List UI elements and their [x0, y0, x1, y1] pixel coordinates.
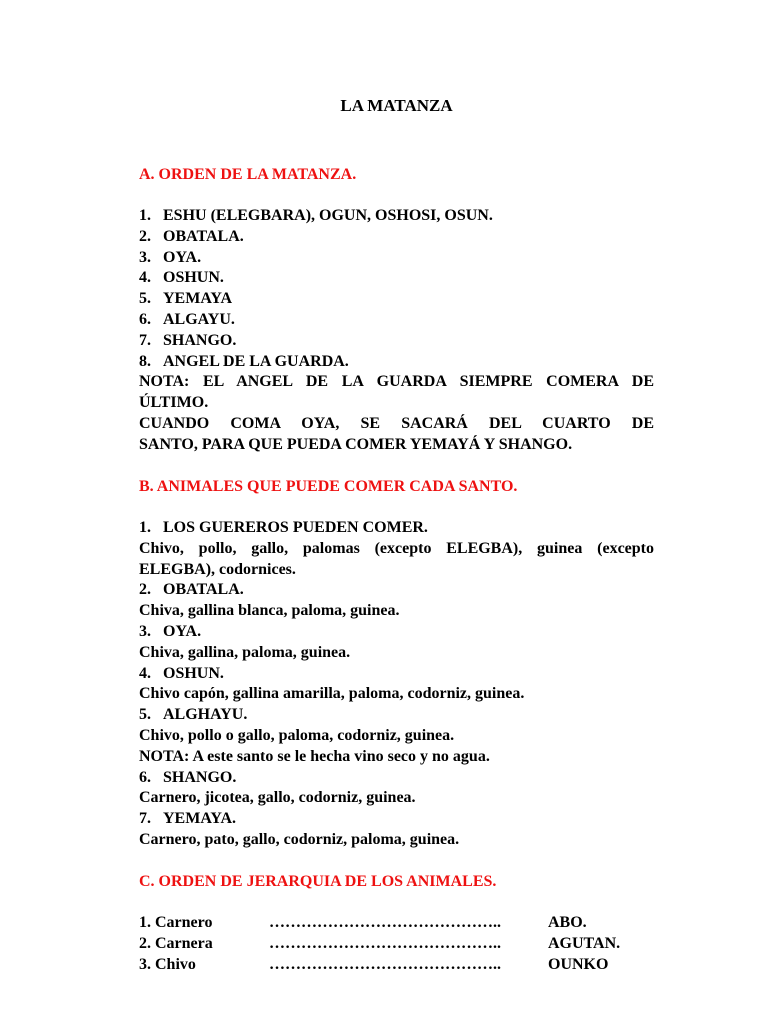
section-a-list	[139, 206, 654, 456]
animal-name: 2. Carnera	[139, 935, 213, 952]
entry-desc: Carnero, jicotea, gallo, codorniz, guinea.	[139, 789, 416, 807]
entry-desc: Chivo, pollo, gallo, palomas (excepto ELEGBA), guinea (excepto	[139, 539, 654, 557]
entry-desc: Carnero, pato, gallo, codorniz, paloma, guinea.	[139, 830, 460, 848]
note-line: NOTA: EL ANGEL DE LA GUARDA SIEMPRE COMERA DE	[139, 373, 654, 391]
entry-title: 2. OBATALA.	[139, 581, 244, 599]
animal-value: AGUTAN.	[548, 935, 621, 952]
page-title: LA MATANZA	[340, 96, 453, 115]
entry-title: 6. SHANGO.	[139, 768, 237, 786]
section-b-list	[139, 518, 654, 851]
dot-leader: ……………………………………..	[269, 956, 501, 973]
list-item: 4. OSHUN.	[139, 269, 224, 287]
table-row	[139, 933, 654, 954]
entry-desc: ELEGBA), codornices.	[139, 560, 296, 578]
list-item: 7. SHANGO.	[139, 331, 237, 349]
note-line: ÚLTIMO.	[139, 394, 209, 412]
table-row	[139, 912, 654, 933]
list-item: 1. ESHU (ELEGBARA), OGUN, OSHOSI, OSUN.	[139, 207, 493, 224]
entry-title: 4. OSHUN.	[139, 664, 224, 682]
entry-desc: Chivo capón, gallina amarilla, paloma, codorniz, guinea.	[139, 685, 525, 703]
list-item: 3. OYA.	[139, 248, 202, 266]
paragraph-line: SANTO, PARA QUE PUEDA COMER YEMAYÁ Y SHANGO.	[139, 435, 573, 453]
entry-title: 7. YEMAYA.	[139, 810, 237, 828]
section-c-heading: C. ORDEN DE JERARQUIA DE LOS ANIMALES.	[139, 873, 497, 890]
animal-value: OUNKO	[548, 956, 609, 973]
entry-title: 5. ALGHAYU.	[139, 706, 248, 724]
table-row	[139, 954, 654, 975]
list-item: 5. YEMAYA	[139, 290, 233, 308]
entry-title: 3. OYA.	[139, 622, 202, 640]
section-b-heading: B. ANIMALES QUE PUEDE COMER CADA SANTO.	[139, 478, 518, 495]
list-item: 2. OBATALA.	[139, 227, 244, 245]
animal-value: ABO.	[548, 914, 587, 931]
animal-name: 3. Chivo	[139, 956, 196, 973]
list-item: 8. ANGEL DE LA GUARDA.	[139, 352, 349, 370]
entry-title: 1. LOS GUEREROS PUEDEN COMER.	[139, 519, 428, 536]
entry-desc: Chiva, gallina, paloma, guinea.	[139, 643, 351, 661]
dot-leader: ……………………………………..	[269, 935, 501, 952]
paragraph-line: CUANDO COMA OYA, SE SACARÁ DEL CUARTO DE	[139, 414, 654, 432]
animal-name: 1. Carnero	[139, 914, 213, 931]
list-item: 6. ALGAYU.	[139, 310, 235, 328]
entry-desc: Chivo, pollo o gallo, paloma, codorniz, guinea.	[139, 726, 455, 744]
dot-leader: ……………………………………..	[269, 914, 501, 931]
section-a-heading: A. ORDEN DE LA MATANZA.	[139, 166, 357, 183]
entry-note: NOTA: A este santo se le hecha vino seco y no agua.	[139, 747, 490, 765]
entry-desc: Chiva, gallina blanca, paloma, guinea.	[139, 602, 400, 620]
